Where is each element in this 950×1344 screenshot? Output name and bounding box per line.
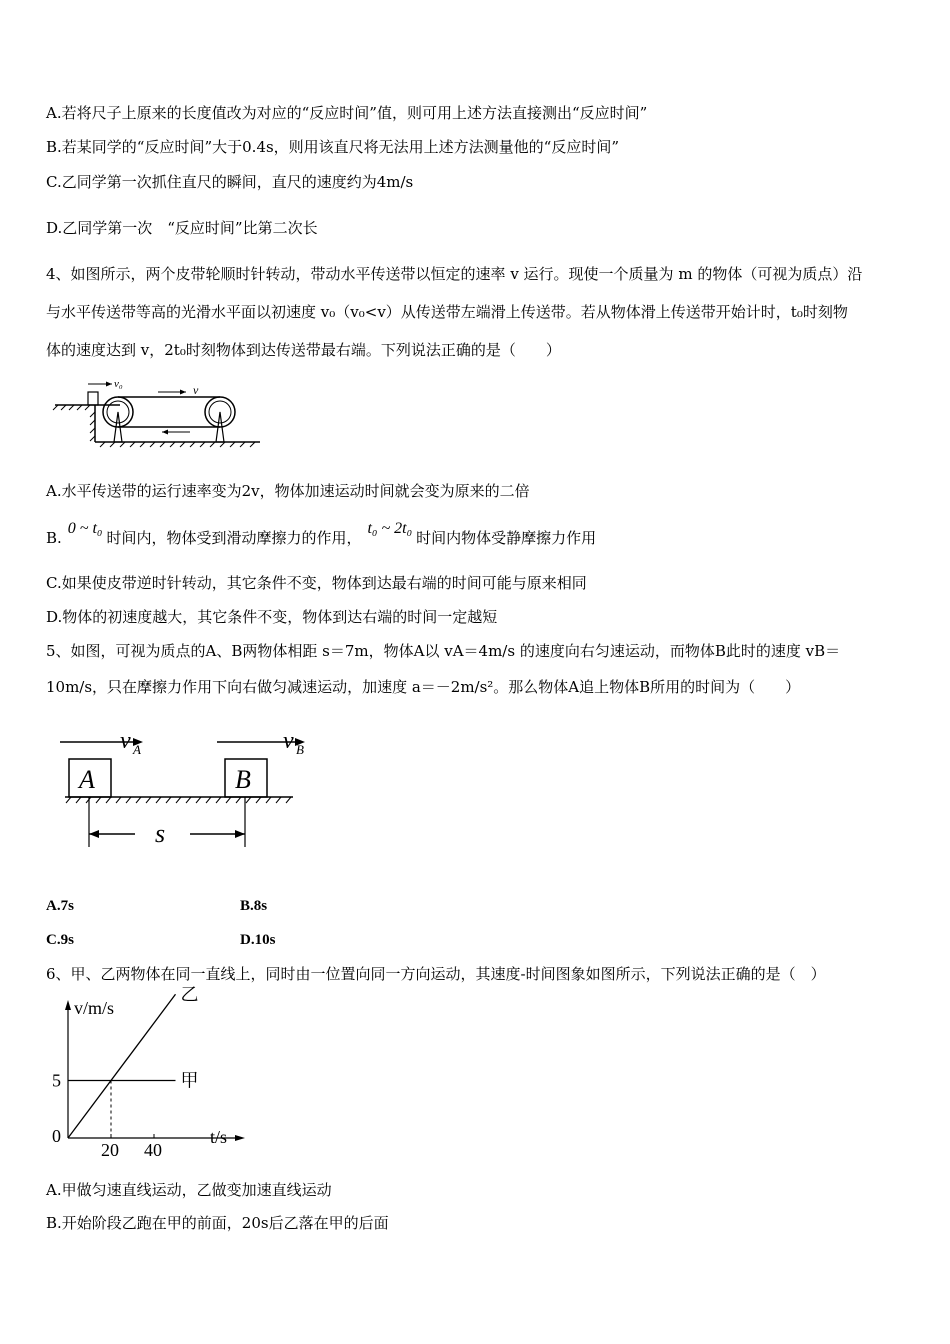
- conveyor-belt-figure: [50, 372, 270, 452]
- q4-stem-line3: 体的速度达到 v，2t₀时刻物体到达传送带最右端。下列说法正确的是（ ）: [46, 341, 561, 359]
- q4-option-a: A.水平传送带的运行速率变为2v，物体加速运动时间就会变为原来的二倍: [46, 482, 530, 500]
- q5-option-b: B.8s: [240, 898, 268, 914]
- y-tick-label-0: 5: [52, 1070, 61, 1091]
- q4-stem-line1: 4、如图所示，两个皮带轮顺时针转动，带动水平传送带以恒定的速率 v 运行。现使一个质量为 m 的物体（可视为质点）沿: [46, 265, 863, 283]
- q5-stem-line2: 10m/s，只在摩擦力作用下向右做匀减速运动，加速度 a＝－2m/s²。那么物体A追上物体B所用的时间为（ ）: [46, 678, 801, 696]
- q5-option-d: D.10s: [240, 932, 276, 948]
- q4-stem-line2: 与水平传送带等高的光滑水平面以初速度 v₀（v₀<v）从传送带左端滑上传送带。若从物体滑上传送带开始计时，t₀时刻物: [46, 303, 848, 321]
- q4-option-b-suffix: 时间内物体受静摩擦力作用: [416, 529, 597, 547]
- block-b-label: B: [235, 765, 251, 794]
- x-axis-label: t/s: [210, 1127, 228, 1147]
- block: [88, 392, 98, 405]
- q6-option-a: A.甲做匀速直线运动，乙做变加速直线运动: [46, 1181, 332, 1199]
- q4-option-b-math1: 0 ~ t₀: [67, 520, 103, 537]
- v-label: v: [193, 383, 199, 397]
- series-label-1: 乙: [180, 984, 199, 1005]
- q4-option-b-math2: t₀ ~ 2t₀: [367, 520, 413, 537]
- q3-option-a: A.若将尺子上原来的长度值改为对应的“反应时间”值，则可用上述方法直接测出“反应时间”: [46, 104, 648, 122]
- series-label-0: 甲: [180, 1070, 199, 1091]
- q3-option-d: D.乙同学第一次 “反应时间”比第二次长: [46, 219, 318, 237]
- q3-option-b: B.若某同学的“反应时间”大于0.4s，则用该直尺将无法用上述方法测量他的“反应时间”: [46, 138, 620, 156]
- q6-option-b: B.开始阶段乙跑在甲的前面，20s后乙落在甲的后面: [46, 1214, 389, 1232]
- q5-option-a: A.7s: [46, 898, 74, 914]
- q4-option-d: D.物体的初速度越大，其它条件不变，物体到达右端的时间一定越短: [46, 608, 498, 626]
- q4-option-c: C.如果使皮带逆时针转动，其它条件不变，物体到达最右端的时间可能与原来相同: [46, 574, 587, 592]
- q4-option-b: [46, 520, 597, 549]
- q6-stem-line1: 6、甲、乙两物体在同一直线上，同时由一位置向同一方向运动，其速度-时间图象如图所示，下列说法正确的是（ ）: [46, 965, 826, 983]
- x-tick-label-0: 0: [52, 1126, 61, 1146]
- block-a-label: A: [79, 765, 95, 794]
- va-label: v: [120, 728, 131, 754]
- x-tick-label-2: 40: [144, 1140, 162, 1160]
- q5-option-c: C.9s: [46, 932, 74, 948]
- q5-stem-line1: 5、如图，可视为质点的A、B两物体相距 s＝7m，物体A以 vA＝4m/s 的速度向右匀速运动，而物体B此时的速度 vB＝: [46, 642, 841, 660]
- va-subscript: A: [133, 742, 141, 757]
- x-tick-label-1: 20: [101, 1140, 119, 1160]
- q3-option-c: C.乙同学第一次抓住直尺的瞬间，直尺的速度约为4m/s: [46, 173, 414, 191]
- ab-blocks-figure: [55, 722, 305, 852]
- s-label: s: [155, 819, 166, 848]
- y-axis-label: v/m/s: [74, 998, 115, 1018]
- q4-option-b-mid: 时间内，物体受到滑动摩擦力的作用，: [106, 529, 362, 547]
- v0-label: v₀: [114, 378, 123, 390]
- vb-subscript: B: [296, 742, 304, 757]
- velocity-time-chart: [40, 984, 260, 1160]
- q4-option-b-prefix: B.: [46, 529, 62, 547]
- vb-label: v: [283, 728, 294, 754]
